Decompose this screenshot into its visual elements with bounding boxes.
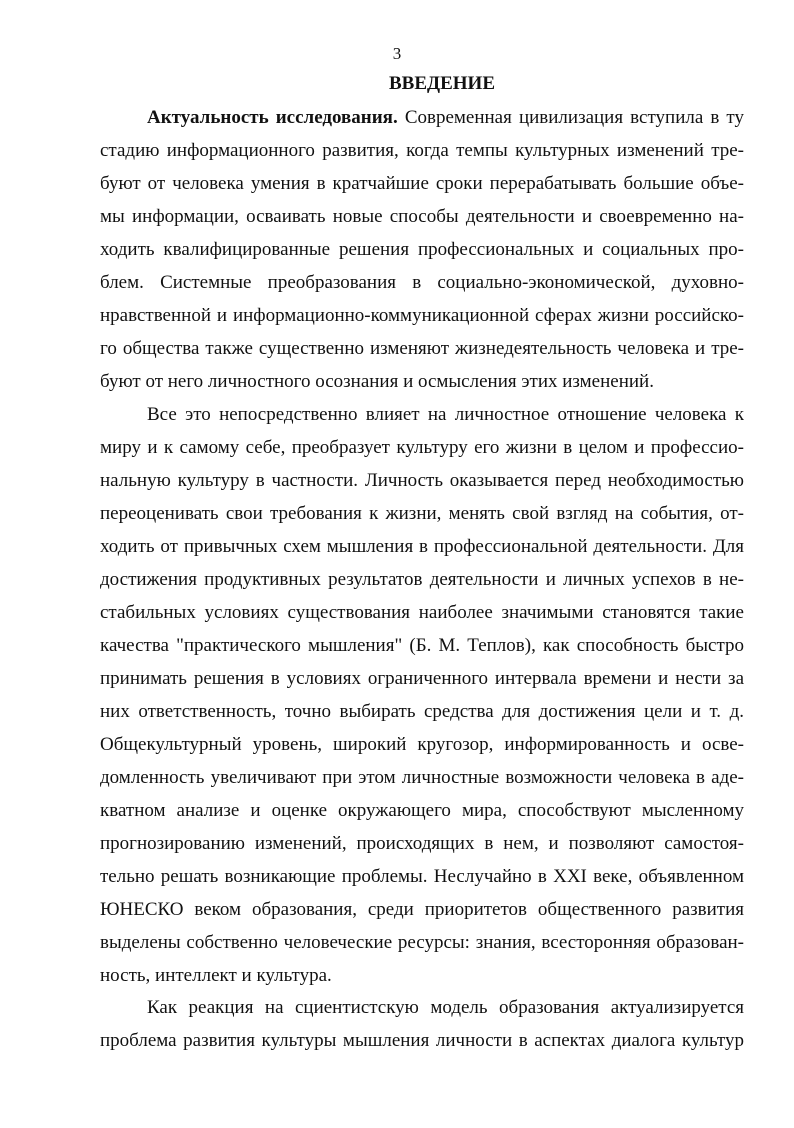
paragraph-relevance [100, 101, 744, 398]
text-line: домленность увеличивают при этом личностные возможности человека в аде- [100, 767, 744, 788]
text-line: качества "практического мышления" (Б. М. Теплов), как способность быстро [100, 635, 744, 656]
relevance-lead: Актуальность исследования. [147, 107, 398, 128]
text-line: ходить от привычных схем мышления в профессиональной деятельности. Для [100, 536, 744, 557]
paragraph-influence [100, 398, 744, 992]
text-line: стадию информационного развития, когда темпы культурных изменений тре- [100, 140, 744, 161]
text-line: нальную культуру в частности. Личность оказывается перед необходимостью [100, 470, 744, 491]
text-line: прогнозированию изменений, происходящих в нем, и позволяют самостоя- [100, 833, 744, 854]
text-line: ЮНЕСКО веком образования, среди приоритетов общественного развития [100, 899, 744, 920]
text-line: них ответственность, точно выбирать средства для достижения цели и т. д. [100, 701, 744, 722]
text-line-rest: Современная цивилизация вступила в ту [397, 107, 744, 128]
text-line: стабильных условиях существования наиболее значимыми становятся такие [100, 602, 744, 623]
text-line: ходить квалифицированные решения профессиональных и социальных про- [100, 239, 744, 260]
text-line: Как реакция на сциентистскую модель образования актуализируется [147, 997, 744, 1018]
text-line: нравственной и информационно-коммуникационной сферах жизни российско- [100, 305, 744, 326]
paragraph-reaction [100, 991, 744, 1057]
text-line: го общества также существенно изменяют жизнедеятельность человека и тре- [100, 338, 744, 359]
text-line: принимать решения в условиях ограниченного интервала времени и нести за [100, 668, 744, 689]
text-line: достижения продуктивных результатов деятельности и личных успехов в не- [100, 569, 744, 590]
text-line: Общекультурный уровень, широкий кругозор, информированность и осве- [100, 734, 744, 755]
text-line: блем. Системные преобразования в социально-экономической, духовно- [100, 272, 744, 293]
text-line: буют от человека умения в кратчайшие сроки перерабатывать большие объе- [100, 173, 744, 194]
text-line: проблема развития культуры мышления личности в аспектах диалога культур [100, 1030, 744, 1051]
text-line: переоценивать свои требования к жизни, менять свой взгляд на события, от- [100, 503, 744, 524]
section-heading: ВВЕДЕНИЕ [389, 73, 495, 94]
text-line: выделены собственно человеческие ресурсы: знания, всесторонняя образован- [100, 932, 744, 953]
text-line: миру и к самому себе, преобразует культуру его жизни в целом и профессио- [100, 437, 744, 458]
text-line: кватном анализе и оценке окружающего мира, способствуют мысленному [100, 800, 744, 821]
page-number: 3 [392, 44, 402, 63]
text-line: буют от него личностного осознания и осмысления этих изменений. [100, 371, 654, 392]
text-line: ность, интеллект и культура. [100, 965, 332, 986]
text-line: тельно решать возникающие проблемы. Неслучайно в XXI веке, объявленном [100, 866, 744, 887]
text-line: Все это непосредственно влияет на личностное отношение человека к [147, 404, 744, 425]
text-line [100, 101, 744, 134]
text-line: мы информации, осваивать новые способы деятельности и своевременно на- [100, 206, 744, 227]
